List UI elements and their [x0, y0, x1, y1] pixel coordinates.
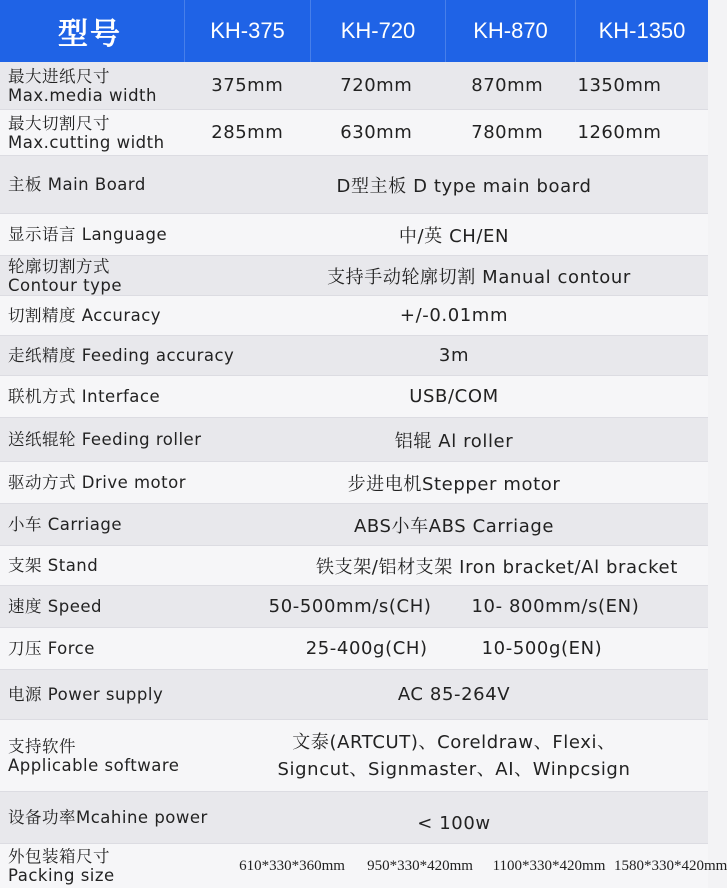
row-machine-power [0, 792, 708, 844]
header-title: 型号 [0, 0, 185, 62]
value-ch: 25-400g(CH) [305, 638, 428, 659]
row-value: 铁支架/铝材支架 Iron bracket/Al bracket [316, 556, 678, 578]
row-label: 设备功率Mcahine power [8, 808, 208, 827]
row-feeding-roller [0, 418, 708, 462]
table-header [0, 0, 708, 62]
software-line-1: 文泰(ARTCUT)、Coreldraw、Flexi、 [292, 731, 616, 753]
row-value: 铝辊 Al roller [394, 430, 514, 452]
row-force [0, 628, 708, 670]
row-value: 中/英 CH/EN [398, 225, 510, 247]
row-value: D型主板 D type main board [336, 175, 592, 197]
row-cutting-width [0, 110, 708, 156]
row-value: 3m [438, 345, 470, 366]
label-en: Packing size [8, 866, 115, 885]
value-cell: 720mm [340, 75, 413, 96]
row-contour [0, 256, 708, 296]
header-model-2: KH-720 [311, 0, 446, 62]
row-carriage [0, 504, 708, 546]
value-en: 10-500g(EN) [481, 638, 603, 659]
row-label [0, 737, 200, 775]
label-en: Max.cutting width [8, 132, 165, 152]
row-media-width [0, 62, 708, 110]
label-cn: 支持软件 [8, 736, 76, 756]
value-cell: 1350mm [577, 75, 662, 96]
row-label: 小车 Carriage [8, 515, 122, 534]
header-model-4: KH-1350 [598, 18, 686, 43]
row-label: 送纸辊轮 Feeding roller [8, 430, 202, 449]
row-label: 主板 Main Board [8, 175, 146, 194]
value-cell: 1580*330*420mm [614, 857, 727, 874]
row-label: 支架 Stand [8, 556, 99, 575]
row-feeding-accuracy [0, 336, 708, 376]
value-cell: 870mm [471, 75, 544, 96]
label-en: Applicable software [8, 755, 180, 775]
row-drive-motor [0, 462, 708, 504]
row-value: +/-0.01mm [399, 305, 509, 326]
label-cn: 最大切割尺寸 [8, 113, 110, 133]
row-value [200, 586, 708, 627]
row-packing [0, 844, 727, 888]
row-value [200, 628, 708, 669]
row-main-board [0, 156, 708, 214]
label-en: Max.media width [8, 85, 157, 105]
row-values [185, 62, 708, 109]
row-speed [0, 586, 708, 628]
row-label: 走纸精度 Feeding accuracy [8, 346, 235, 365]
row-label: 驱动方式 Drive motor [8, 473, 186, 492]
value-cell: 1260mm [577, 122, 662, 143]
value-cell: 630mm [340, 122, 413, 143]
software-line-2: Signcut、Signmaster、AI、Winpcsign [277, 758, 631, 780]
row-label [0, 67, 200, 105]
label-en: Contour type [8, 275, 122, 295]
row-stand [0, 546, 708, 586]
row-label: 切割精度 Accuracy [8, 306, 162, 325]
row-label [0, 114, 200, 152]
row-values [228, 844, 727, 888]
row-accuracy [0, 296, 708, 336]
header-model-3: KH-870 [446, 0, 576, 62]
row-value: 步进电机Stepper motor [347, 473, 561, 495]
row-label: 速度 Speed [8, 597, 102, 616]
row-value: 支持手动轮廓切割 Manual contour [327, 266, 631, 288]
value-cell: 610*330*360mm [239, 857, 345, 874]
value-cell: 1100*330*420mm [492, 857, 606, 874]
row-label [0, 847, 200, 885]
row-software [0, 720, 708, 792]
label-cn: 最大进纸尺寸 [8, 66, 110, 86]
row-power-supply [0, 670, 708, 720]
label-cn: 外包装箱尺寸 [8, 847, 110, 866]
row-value: AC 85-264V [397, 684, 511, 705]
row-value [200, 720, 708, 791]
value-cell: 285mm [211, 122, 284, 143]
value-cell: 780mm [471, 122, 544, 143]
row-language [0, 214, 708, 256]
value-cell: 375mm [211, 75, 284, 96]
row-values [185, 110, 708, 155]
row-label: 联机方式 Interface [8, 387, 161, 406]
row-label: 显示语言 Language [8, 225, 168, 244]
row-label [0, 257, 200, 295]
value-en: 10- 800mm/s(EN) [471, 596, 640, 617]
label-cn: 轮廓切割方式 [8, 256, 110, 276]
header-model-1: KH-375 [185, 0, 311, 62]
value-ch: 50-500mm/s(CH) [268, 596, 432, 617]
row-label: 电源 Power supply [8, 685, 164, 704]
value-cell: 950*330*420mm [367, 857, 473, 874]
row-interface [0, 376, 708, 418]
row-value: USB/COM [409, 386, 499, 407]
row-value: < 100w [417, 813, 491, 834]
row-label: 刀压 Force [8, 639, 95, 658]
row-value: ABS小车ABS Carriage [353, 515, 555, 537]
